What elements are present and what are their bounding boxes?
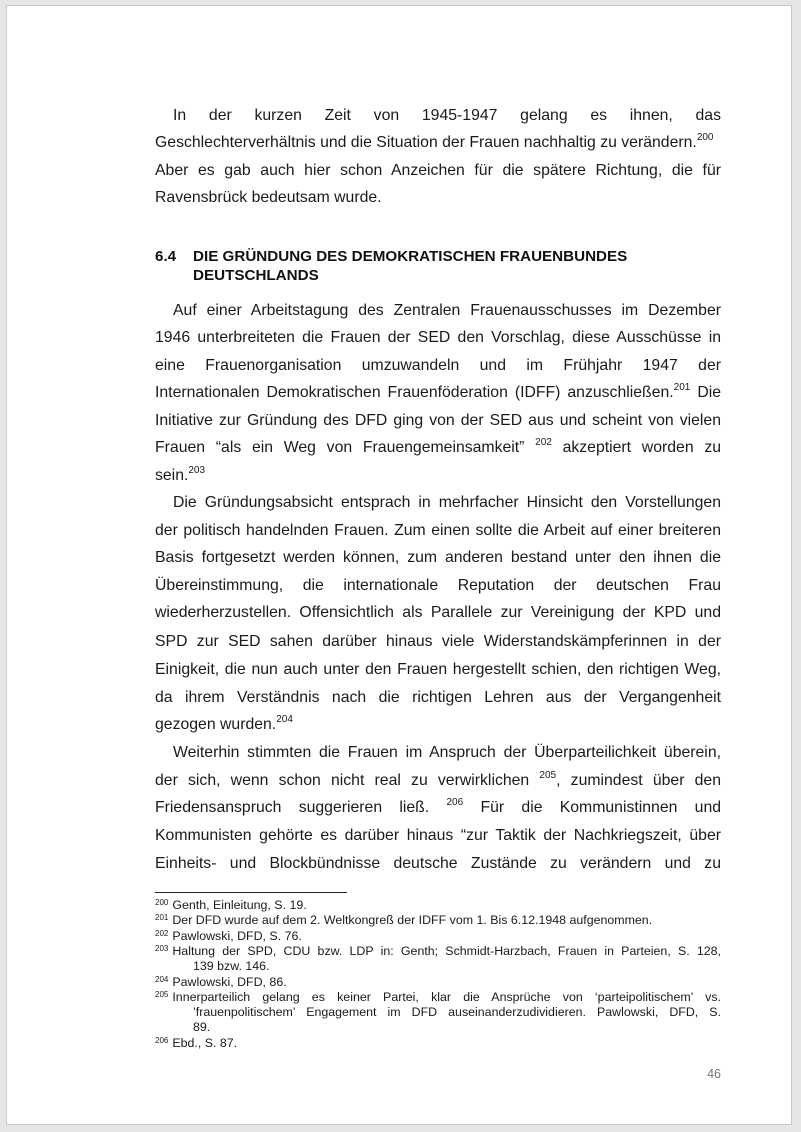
paragraph-line: Friedensanspruch suggerieren ließ. $^{206}$ Für die Kommunistinnen und <box>155 796 722 816</box>
footnote-203-cont: 139 bzw. 146. <box>193 959 270 973</box>
footnote-200: $^{200}$ Genth, Einleitung, S. 19. <box>155 898 307 912</box>
section-title-line1: DIE GRÜNDUNG DES DEMOKRATISCHEN FRAUENBUNDES <box>193 248 628 265</box>
document-page <box>6 5 792 1125</box>
footnote-ref[interactable]: 205 <box>539 769 557 781</box>
paragraph-line: Geschlechterverhältnis und die Situation der Frauen nachhaltig zu verändern.$^{200}$ <box>155 131 714 151</box>
paragraph-line: wiederherzustellen. Offensichtlich als Parallele zur Vereinigung der KPD und <box>155 604 721 621</box>
footnote-ref[interactable]: 201 <box>673 381 691 393</box>
paragraph-line: Internationalen Demokratischen Frauenföderation (IDFF) anzuschließen.$^{201}$ Die <box>155 381 722 401</box>
page-number: 46 <box>707 1067 721 1081</box>
paragraph-line: der sich, wenn schon nicht real zu verwirklichen $^{205}$, zumindest über den <box>155 769 722 789</box>
footnote-ref[interactable]: 204 <box>276 713 293 725</box>
footnote-ref[interactable]: 206 <box>446 796 464 808</box>
paragraph-line: Einheits- und Blockbündnisse deutsche Zustände zu verändern und zu <box>155 855 721 872</box>
footnote-separator <box>155 892 347 893</box>
paragraph-line: Die Gründungsabsicht entsprach in mehrfacher Hinsicht den Vorstellungen <box>173 494 721 511</box>
paragraph-line: da ihrem Verständnis nach die richtigen Lehren aus der Vergangenheit <box>155 689 721 706</box>
footnote-204: $^{204}$ Pawlowski, DFD, 86. <box>155 975 287 989</box>
footnote-ref[interactable]: 202 <box>535 436 552 448</box>
footnote-ref[interactable]: 200 <box>696 131 714 143</box>
footnote-ref[interactable]: 203 <box>188 464 206 476</box>
paragraph-line: Initiative zur Gründung des DFD ging von der SED aus und scheint von vielen <box>155 412 721 429</box>
paragraph-line: SPD zur SED sahen darüber hinaus viele Widerstandskämpferinnen in der <box>155 633 721 650</box>
paragraph-line: Frauen “als ein Weg von Frauengemeinsamkeit” $^{202}$ akzeptiert worden zu <box>155 436 722 456</box>
paragraph-line: Einigkeit, die nun auch unter den Frauen hergestellt schien, den richtigen Weg, <box>155 661 721 678</box>
paragraph-line: Kommunisten gehörte es darüber hinaus “zur Taktik der Nachkriegszeit, über <box>155 827 721 844</box>
paragraph-line: 1946 unterbreiteten die Frauen der SED den Vorschlag, diese Ausschüsse in <box>155 329 721 346</box>
footnote-206: $^{206}$ Ebd., S. 87. <box>155 1036 238 1050</box>
paragraph-line: Aber es gab auch hier schon Anzeichen für die spätere Richtung, die für <box>155 162 721 179</box>
footnote-202: $^{202}$ Pawlowski, DFD, S. 76. <box>155 929 302 943</box>
paragraph-line: Basis fortgesetzt werden können, zum anderen bestand unter den ihnen die <box>155 549 721 566</box>
footnote-201: $^{201}$ Der DFD wurde auf dem 2. Weltkongreß der IDFF vom 1. Bis 6.12.1948 aufgenommen. <box>155 913 653 927</box>
paragraph-line: sein.$^{203}$ <box>155 464 206 484</box>
paragraph-line: gezogen wurden.$^{204}$ <box>155 713 293 733</box>
footnote-205-cont2: 89. <box>193 1020 211 1034</box>
section-title-line2: DEUTSCHLANDS <box>193 267 319 284</box>
footnote-205: $^{205}$ Innerparteilich gelang es keiner Partei, klar die Ansprüche von ‘parteipolitischem’ vs. <box>155 990 721 1004</box>
paragraph-line: Auf einer Arbeitstagung des Zentralen Frauenausschusses im Dezember <box>173 302 721 319</box>
paragraph-line: eine Frauenorganisation umzuwandeln und im Frühjahr 1947 der <box>155 357 721 374</box>
section-number: 6.4 <box>155 248 177 265</box>
paragraph-line: Weiterhin stimmten die Frauen im Anspruch der Überparteilichkeit überein, <box>173 744 721 761</box>
footnote-203: $^{203}$ Haltung der SPD, CDU bzw. LDP in: Genth; Schmidt-Harzbach, Frauen in Parteien, S. 128, <box>155 944 721 958</box>
paragraph-line: In der kurzen Zeit von 1945-1947 gelang es ihnen, das <box>173 107 721 124</box>
paragraph-line: Übereinstimmung, die internationale Reputation der deutschen Frau <box>155 577 721 594</box>
footnote-205-cont: ’frauenpolitischem’ Engagement im DFD auseinanderzudividieren. Pawlowski, DFD, S. <box>193 1005 721 1019</box>
paragraph-line: der politisch handelnden Frauen. Zum einen sollte die Arbeit auf einer breiteren <box>155 522 721 539</box>
paragraph-line: Ravensbrück bedeutsam wurde. <box>155 189 382 206</box>
